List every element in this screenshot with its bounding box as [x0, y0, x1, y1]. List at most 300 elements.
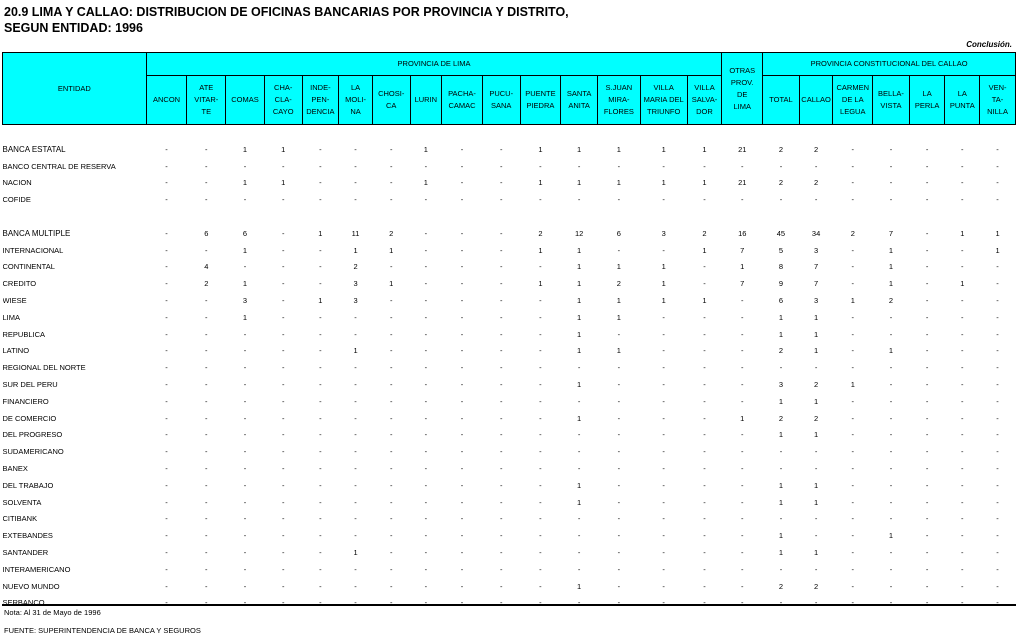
row-value: - — [499, 363, 503, 373]
row-value: - — [281, 480, 285, 490]
row-value: - — [281, 245, 285, 255]
row-value: - — [925, 379, 929, 389]
row-value: - — [925, 581, 929, 591]
row-value: - — [165, 178, 168, 188]
row-value: - — [889, 581, 893, 591]
row-value: - — [460, 531, 464, 541]
table-row — [3, 276, 1016, 293]
row-value: - — [354, 514, 357, 524]
row-value: - — [424, 396, 428, 406]
row-value: - — [703, 346, 706, 356]
row-value: 1 — [353, 245, 358, 255]
row-value: - — [539, 295, 542, 305]
row-value: 1 — [661, 178, 666, 188]
row-value: - — [205, 346, 208, 356]
row-value: - — [319, 312, 322, 322]
row-value: - — [851, 144, 855, 154]
row-value: - — [996, 363, 999, 373]
table-row — [3, 427, 1016, 444]
row-value: - — [925, 598, 929, 608]
row-value: - — [577, 598, 581, 608]
row-value: - — [539, 430, 542, 440]
row-entity-name: NUEVO MUNDO — [2, 581, 60, 591]
row-value: 1 — [538, 144, 543, 154]
row-value: - — [460, 228, 464, 238]
header-col-9: PUCU- SANA — [482, 76, 520, 125]
row-value: - — [243, 379, 247, 389]
row-value: - — [424, 295, 428, 305]
row-value: - — [499, 430, 503, 440]
row-value: - — [205, 480, 208, 490]
row-value: - — [851, 430, 855, 440]
row-value: - — [740, 447, 744, 457]
table-row — [3, 192, 1016, 209]
row-value: - — [996, 463, 999, 473]
row-value: - — [779, 161, 783, 171]
row-value: - — [662, 396, 665, 406]
row-value: - — [205, 463, 208, 473]
row-value: - — [961, 161, 964, 171]
row-value: - — [205, 329, 208, 339]
table-row — [3, 394, 1016, 411]
row-value: - — [319, 413, 322, 423]
row-value: - — [424, 312, 428, 322]
row-value: - — [961, 346, 964, 356]
row-value: 2 — [778, 346, 784, 356]
row-value: - — [499, 161, 503, 171]
row-value: 1 — [661, 262, 666, 272]
row-value: - — [424, 447, 428, 457]
row-value: - — [996, 413, 999, 423]
row-value: - — [460, 581, 464, 591]
row-value: - — [243, 447, 247, 457]
row-value: - — [925, 295, 929, 305]
row-value: - — [779, 447, 783, 457]
row-value: - — [354, 598, 357, 608]
spacer-row — [3, 125, 1016, 142]
row-value: - — [460, 396, 464, 406]
row-value: - — [165, 262, 168, 272]
row-value: - — [424, 547, 428, 557]
row-value: - — [539, 413, 542, 423]
row-value: - — [703, 413, 706, 423]
row-value: 6 — [242, 228, 248, 238]
row-value: 1 — [577, 279, 582, 289]
row-value: - — [996, 396, 999, 406]
header-col-1: ATE VITAR- TE — [187, 76, 226, 125]
row-value: - — [662, 598, 665, 608]
row-value: - — [889, 463, 893, 473]
header-col-21: LA PUNTA — [945, 76, 980, 125]
row-value: - — [996, 312, 999, 322]
row-value: - — [389, 581, 393, 591]
header-col-12: S.JUAN MIRA- FLORES — [597, 76, 640, 125]
row-value: - — [319, 396, 322, 406]
row-value: - — [925, 514, 929, 524]
row-value: - — [662, 564, 665, 574]
row-value: 1 — [577, 144, 582, 154]
row-value: - — [424, 463, 428, 473]
row-value: - — [851, 447, 855, 457]
row-value: - — [925, 497, 929, 507]
row-value: - — [281, 430, 285, 440]
row-value: - — [319, 598, 322, 608]
row-value: 1 — [577, 346, 582, 356]
row-value: - — [165, 430, 168, 440]
row-entity-name: SERBANCO — [2, 598, 45, 608]
row-value: - — [539, 480, 542, 490]
row-value: - — [662, 547, 665, 557]
row-value: - — [205, 379, 208, 389]
row-value: 1 — [577, 245, 582, 255]
row-value: - — [703, 195, 706, 205]
row-value: - — [996, 531, 999, 541]
row-value: - — [539, 547, 542, 557]
row-value: - — [389, 413, 393, 423]
row-value: - — [205, 598, 208, 608]
row-value: - — [996, 178, 999, 188]
row-value: 1 — [577, 312, 582, 322]
row-value: - — [165, 195, 168, 205]
row-value: 1 — [778, 480, 784, 490]
row-value: 16 — [738, 228, 747, 238]
header-col-6: CHOSI- CA — [372, 76, 410, 125]
row-value: 2 — [389, 228, 394, 238]
table-row — [3, 175, 1016, 192]
row-value: - — [740, 396, 744, 406]
row-value: - — [617, 413, 621, 423]
row-value: - — [662, 379, 665, 389]
row-value: - — [389, 463, 393, 473]
row-value: - — [319, 531, 322, 541]
row-value: - — [460, 295, 464, 305]
row-value: - — [703, 480, 706, 490]
row-value: 7 — [740, 245, 745, 255]
row-value: 1 — [281, 178, 286, 188]
row-value: - — [925, 564, 929, 574]
row-value: - — [662, 245, 665, 255]
row-value: - — [662, 312, 665, 322]
row-value: - — [281, 531, 285, 541]
row-value: - — [460, 245, 464, 255]
row-value: 3 — [661, 228, 666, 238]
row-value: 2 — [814, 144, 819, 154]
row-value: 1 — [577, 295, 582, 305]
row-value: - — [577, 396, 581, 406]
row-value: - — [996, 144, 999, 154]
row-value: - — [996, 564, 999, 574]
row-entity-name: WIESE — [2, 295, 27, 305]
row-value: - — [851, 531, 855, 541]
row-value: 1 — [281, 144, 286, 154]
row-value: - — [243, 329, 247, 339]
row-value: - — [281, 396, 285, 406]
row-value: - — [205, 514, 208, 524]
row-value: - — [961, 430, 964, 440]
row-value: - — [460, 363, 464, 373]
table-row — [3, 243, 1016, 260]
row-value: - — [577, 463, 581, 473]
row-value: - — [617, 329, 621, 339]
table-row — [3, 444, 1016, 461]
row-value: - — [577, 161, 581, 171]
row-value: 1 — [538, 245, 543, 255]
row-value: - — [499, 228, 503, 238]
row-value: 1 — [616, 144, 621, 154]
table-row — [3, 411, 1016, 428]
row-value: - — [389, 531, 393, 541]
row-value: - — [889, 497, 893, 507]
row-value: - — [354, 379, 357, 389]
row-value: - — [499, 178, 503, 188]
table-row — [3, 327, 1016, 344]
row-value: - — [925, 195, 929, 205]
row-entity-name: NACION — [2, 178, 32, 188]
row-value: - — [961, 463, 964, 473]
row-value: - — [925, 547, 929, 557]
table-row — [3, 511, 1016, 528]
row-value: 1 — [814, 396, 819, 406]
row-value: - — [617, 480, 621, 490]
row-value: - — [424, 598, 428, 608]
row-value: 5 — [778, 245, 784, 255]
row-value: - — [165, 161, 168, 171]
header-col-19: BELLA- VISTA — [873, 76, 910, 125]
row-value: - — [354, 564, 357, 574]
row-value: - — [389, 195, 393, 205]
row-value: - — [205, 531, 208, 541]
row-value: 3 — [353, 295, 358, 305]
row-value: - — [389, 329, 393, 339]
row-value: - — [319, 195, 322, 205]
row-value: - — [617, 245, 621, 255]
row-value: - — [424, 413, 428, 423]
row-value: - — [889, 514, 893, 524]
row-value: - — [740, 430, 744, 440]
row-value: - — [740, 514, 744, 524]
row-value: - — [499, 413, 503, 423]
row-value: - — [281, 228, 285, 238]
row-value: - — [165, 497, 168, 507]
row-value: - — [354, 581, 357, 591]
row-value: - — [499, 346, 503, 356]
row-value: - — [243, 363, 247, 373]
row-value: 8 — [778, 262, 784, 272]
row-value: - — [961, 447, 964, 457]
header-col-4: INDE- PEN- DENCIA — [302, 76, 339, 125]
row-value: - — [925, 346, 929, 356]
row-value: - — [460, 480, 464, 490]
row-entity-name: CONTINENTAL — [2, 262, 55, 272]
row-value: - — [243, 531, 247, 541]
row-value: - — [703, 547, 706, 557]
header-col-13: VILLA MARIA DEL TRIUNFO — [640, 76, 687, 125]
row-value: 2 — [778, 178, 784, 188]
row-value: 1 — [577, 329, 582, 339]
row-value: - — [205, 195, 208, 205]
row-value: 1 — [577, 581, 582, 591]
row-value: - — [925, 531, 929, 541]
row-value: - — [460, 195, 464, 205]
row-value: - — [460, 413, 464, 423]
row-value: 34 — [811, 228, 821, 238]
row-value: - — [424, 379, 428, 389]
row-value: - — [424, 581, 428, 591]
row-value: - — [281, 514, 285, 524]
row-entity-name: CREDITO — [2, 279, 37, 289]
row-entity-name: BANEX — [2, 463, 28, 473]
row-value: - — [165, 447, 168, 457]
row-value: - — [925, 430, 929, 440]
row-value: - — [851, 346, 855, 356]
row-value: - — [577, 430, 581, 440]
row-value: - — [539, 161, 542, 171]
row-value: - — [460, 547, 464, 557]
table-row — [3, 159, 1016, 176]
row-value: 3 — [353, 279, 358, 289]
row-entity-name: DE COMERCIO — [2, 413, 57, 423]
row-value: - — [539, 312, 542, 322]
row-value: - — [281, 598, 285, 608]
row-value: - — [961, 514, 964, 524]
row-value: - — [703, 514, 706, 524]
row-value: - — [889, 195, 893, 205]
page-title — [4, 4, 569, 36]
row-value: - — [703, 329, 706, 339]
row-value: - — [319, 430, 322, 440]
row-value: - — [424, 346, 428, 356]
row-value: - — [319, 379, 322, 389]
row-value: - — [165, 346, 168, 356]
row-value: - — [851, 279, 855, 289]
row-value: 1 — [318, 228, 323, 238]
row-value: - — [996, 547, 999, 557]
row-value: 7 — [740, 279, 745, 289]
row-value: - — [662, 329, 665, 339]
table-row — [3, 528, 1016, 545]
row-value: - — [499, 312, 503, 322]
title-line-2: SEGUN ENTIDAD: 1996 — [4, 21, 143, 35]
row-value: - — [851, 463, 855, 473]
row-value: - — [389, 480, 393, 490]
row-value: 6 — [204, 228, 209, 238]
row-value: 1 — [577, 413, 582, 423]
row-value: 2 — [538, 228, 543, 238]
row-value: - — [814, 564, 818, 574]
row-value: 21 — [738, 178, 747, 188]
row-value: - — [389, 497, 393, 507]
row-value: - — [662, 363, 665, 373]
row-value: 1 — [577, 379, 582, 389]
row-value: 2 — [814, 413, 819, 423]
row-value: - — [851, 480, 855, 490]
row-value: - — [539, 564, 542, 574]
row-value: - — [319, 581, 322, 591]
row-value: - — [703, 598, 706, 608]
row-value: - — [539, 396, 542, 406]
table-row — [3, 259, 1016, 276]
row-value: - — [961, 379, 964, 389]
row-value: - — [165, 564, 168, 574]
row-value: - — [996, 598, 999, 608]
header-col-14: VILLA SALVA- DOR — [687, 76, 722, 125]
row-value: 11 — [351, 228, 360, 238]
row-value: - — [961, 581, 964, 591]
row-value: - — [539, 262, 542, 272]
row-value: - — [389, 144, 393, 154]
row-value: - — [319, 480, 322, 490]
row-value: - — [662, 463, 665, 473]
row-value: - — [499, 564, 503, 574]
row-value: - — [851, 564, 855, 574]
row-value: 3 — [814, 295, 819, 305]
row-value: - — [389, 564, 393, 574]
row-value: - — [389, 262, 393, 272]
row-value: 1 — [778, 531, 784, 541]
row-value: 1 — [740, 262, 745, 272]
row-value: - — [577, 531, 581, 541]
row-value: - — [389, 547, 393, 557]
row-value: - — [281, 413, 285, 423]
row-value: - — [354, 531, 357, 541]
row-value: 3 — [242, 295, 248, 305]
row-value: - — [165, 363, 168, 373]
row-value: 1 — [702, 245, 707, 255]
row-value: 7 — [814, 262, 819, 272]
row-value: 7 — [888, 228, 894, 238]
row-value: - — [662, 531, 665, 541]
row-value: - — [165, 463, 168, 473]
row-value: - — [814, 514, 818, 524]
row-value: - — [165, 480, 168, 490]
row-value: 1 — [577, 497, 582, 507]
row-value: - — [539, 497, 542, 507]
row-value: - — [961, 598, 964, 608]
row-value: 7 — [814, 279, 819, 289]
row-value: - — [165, 329, 168, 339]
row-value: - — [389, 514, 393, 524]
table-row — [3, 461, 1016, 478]
row-value: - — [165, 295, 168, 305]
row-value: - — [165, 279, 168, 289]
row-value: - — [243, 396, 247, 406]
row-value: - — [424, 531, 428, 541]
row-value: - — [539, 363, 542, 373]
row-value: - — [165, 413, 168, 423]
row-value: 1 — [577, 480, 582, 490]
row-value: - — [424, 245, 428, 255]
row-value: - — [889, 447, 893, 457]
row-value: - — [389, 161, 393, 171]
row-value: - — [389, 447, 393, 457]
row-value: - — [779, 514, 783, 524]
header-col-16: TOTAL — [763, 76, 800, 125]
row-value: - — [703, 161, 706, 171]
row-value: - — [354, 396, 357, 406]
row-value: - — [539, 531, 542, 541]
row-value: - — [961, 564, 964, 574]
row-value: - — [281, 195, 285, 205]
row-value: - — [319, 363, 322, 373]
row-value: 1 — [778, 430, 784, 440]
row-value: 12 — [574, 228, 584, 238]
row-value: 1 — [995, 245, 1000, 255]
row-value: - — [389, 363, 393, 373]
row-value: - — [460, 262, 464, 272]
row-value: - — [703, 497, 706, 507]
row-value: - — [703, 564, 706, 574]
row-value: - — [243, 547, 247, 557]
